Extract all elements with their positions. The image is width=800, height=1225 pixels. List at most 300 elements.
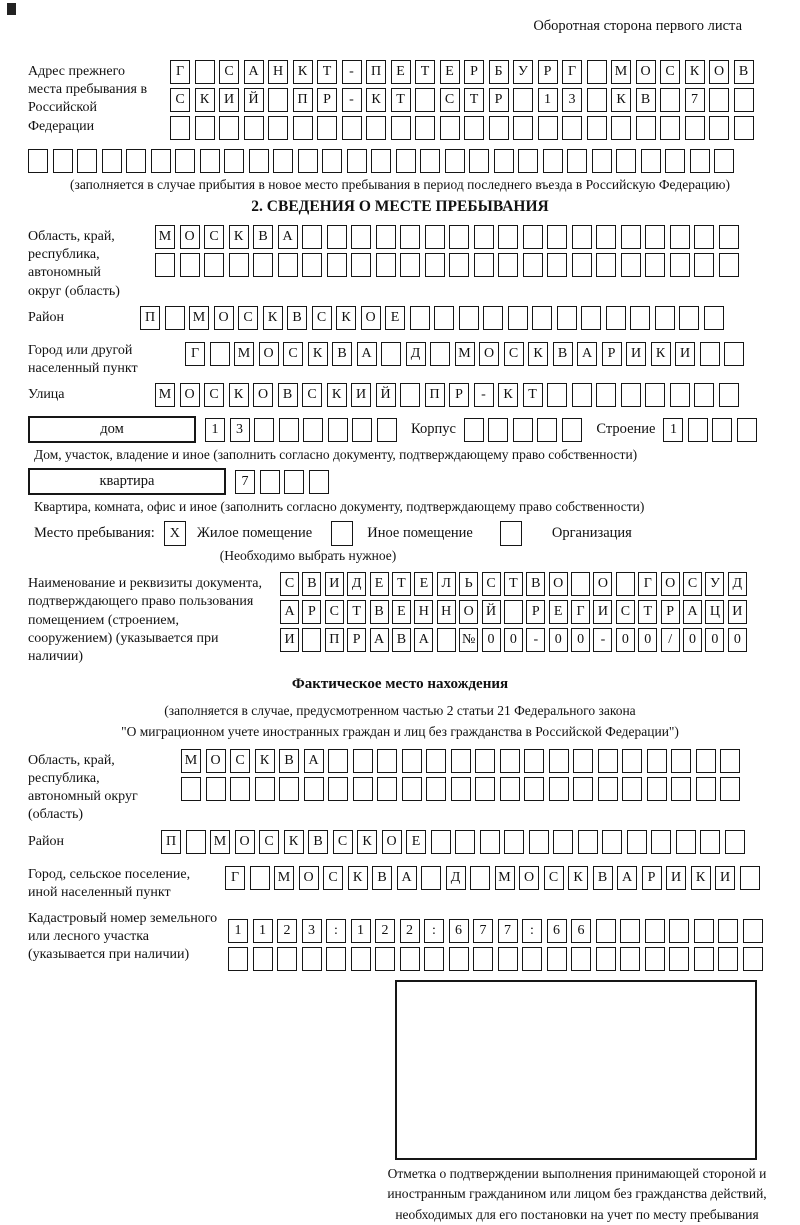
char-cell: В xyxy=(287,306,307,330)
district-label: Район xyxy=(28,309,64,325)
char-cell: С xyxy=(333,830,353,854)
char-cell: К xyxy=(336,306,356,330)
char-cell xyxy=(578,830,598,854)
char-cell: В xyxy=(308,830,328,854)
char-cell: Е xyxy=(406,830,426,854)
char-cell: К xyxy=(255,749,275,773)
char-cell xyxy=(155,253,175,277)
char-cell xyxy=(186,830,206,854)
char-cell: Г xyxy=(571,600,590,624)
char-cell xyxy=(537,418,557,442)
char-cell: Й xyxy=(482,600,501,624)
actual-location-caption xyxy=(28,701,772,743)
char-cell xyxy=(351,253,371,277)
char-cell xyxy=(498,253,518,277)
char-cell xyxy=(396,149,416,173)
char-cell xyxy=(151,149,171,173)
char-cell: Е xyxy=(392,600,411,624)
char-cell xyxy=(474,225,494,249)
char-cell-row xyxy=(170,116,758,140)
char-cell xyxy=(621,253,641,277)
char-cell xyxy=(734,116,754,140)
char-cell: / xyxy=(661,628,680,652)
char-cell: М xyxy=(234,342,254,366)
char-cell xyxy=(571,947,591,971)
char-cell: С xyxy=(683,572,702,596)
char-cell: С xyxy=(204,225,224,249)
char-cell xyxy=(587,60,607,84)
char-cell-row-full xyxy=(28,149,772,173)
char-cell xyxy=(206,777,226,801)
char-cell xyxy=(304,777,324,801)
char-cell xyxy=(538,116,558,140)
apartment-box-label: квартира xyxy=(28,468,226,495)
city-label: Город или другой населенный пункт xyxy=(28,342,138,376)
char-cell: Л xyxy=(437,572,456,596)
korpus-label: Корпус xyxy=(411,421,456,438)
char-cell xyxy=(611,116,631,140)
char-cell: Ц xyxy=(705,600,724,624)
char-cell: Г xyxy=(562,60,582,84)
char-cell: В xyxy=(302,572,321,596)
char-cell xyxy=(670,253,690,277)
char-cell-row xyxy=(170,88,758,112)
char-cell: К xyxy=(611,88,631,112)
char-cell xyxy=(391,116,411,140)
char-cell: С xyxy=(219,60,239,84)
char-cell xyxy=(660,116,680,140)
char-cell: М xyxy=(155,225,175,249)
char-cell xyxy=(513,418,533,442)
char-cell: О xyxy=(180,383,200,407)
char-cell: - xyxy=(593,628,612,652)
char-cell xyxy=(622,749,642,773)
char-cell xyxy=(704,306,724,330)
char-cell: Е xyxy=(414,572,433,596)
char-cell xyxy=(279,418,299,442)
char-cell: 0 xyxy=(728,628,747,652)
char-cell xyxy=(400,947,420,971)
apartment-caption: Квартира, комната, офис и иное (заполнить согласно документу, подтверждающему право собственности) xyxy=(34,499,645,515)
char-cell xyxy=(581,306,601,330)
char-cell: Ь xyxy=(459,572,478,596)
char-cell xyxy=(244,116,264,140)
char-cell xyxy=(596,253,616,277)
field-district xyxy=(28,306,772,334)
char-cell: 1 xyxy=(253,919,273,943)
field-city-actual xyxy=(28,863,772,902)
char-cell: О xyxy=(235,830,255,854)
char-cell: О xyxy=(180,225,200,249)
char-cell: Р xyxy=(302,600,321,624)
char-cell xyxy=(602,830,622,854)
char-cell: К xyxy=(308,342,328,366)
char-cell xyxy=(494,149,514,173)
char-cell: О xyxy=(479,342,499,366)
char-cell: К xyxy=(284,830,304,854)
char-cell xyxy=(377,777,397,801)
char-cell: Н xyxy=(437,600,456,624)
char-cell xyxy=(440,116,460,140)
char-cell xyxy=(596,383,616,407)
char-cell: И xyxy=(593,600,612,624)
char-cell: В xyxy=(279,749,299,773)
char-cell: 1 xyxy=(205,418,225,442)
char-cell: С xyxy=(482,572,501,596)
char-cell xyxy=(669,919,689,943)
char-cell: О xyxy=(636,60,656,84)
char-cell xyxy=(547,225,567,249)
char-cell xyxy=(302,947,322,971)
char-cell: 1 xyxy=(351,919,371,943)
char-cell: 6 xyxy=(571,919,591,943)
char-cell xyxy=(375,947,395,971)
char-cell xyxy=(647,749,667,773)
house-box-label: дом xyxy=(28,416,196,443)
char-cell xyxy=(513,88,533,112)
char-cell xyxy=(718,919,738,943)
char-cell xyxy=(475,777,495,801)
char-cell: Р xyxy=(526,600,545,624)
char-cell: А xyxy=(414,628,433,652)
char-cell: С xyxy=(616,600,635,624)
char-cell: Т xyxy=(415,60,435,84)
char-cell xyxy=(518,149,538,173)
char-cell xyxy=(474,253,494,277)
char-cell xyxy=(273,149,293,173)
char-cell xyxy=(690,149,710,173)
char-cell xyxy=(513,116,533,140)
field-document xyxy=(28,572,772,666)
char-cell xyxy=(326,947,346,971)
char-cell: Р xyxy=(317,88,337,112)
char-cell: Н xyxy=(414,600,433,624)
organization-option-label: Организация xyxy=(551,525,632,542)
char-cell: Г xyxy=(225,866,245,890)
char-cell: И xyxy=(351,383,371,407)
char-cell xyxy=(200,149,220,173)
char-cell: 7 xyxy=(685,88,705,112)
char-cell xyxy=(669,947,689,971)
char-cell: Е xyxy=(391,60,411,84)
char-cell xyxy=(587,116,607,140)
char-cell xyxy=(549,777,569,801)
field-city xyxy=(28,339,772,378)
char-cell xyxy=(434,306,454,330)
char-cell xyxy=(219,116,239,140)
char-cell xyxy=(606,306,626,330)
char-cell: Б xyxy=(489,60,509,84)
char-cell xyxy=(268,116,288,140)
char-cell-row xyxy=(181,749,745,773)
char-cell xyxy=(498,947,518,971)
char-cell: С xyxy=(230,749,250,773)
char-cell xyxy=(342,116,362,140)
char-cell: 0 xyxy=(549,628,568,652)
char-cell xyxy=(302,253,322,277)
char-cell xyxy=(470,866,490,890)
char-cell: К xyxy=(651,342,671,366)
actual-location-caption-line2: "О миграционном учете иностранных граждан и лиц без гражданства в Российской Федерации") xyxy=(121,723,679,739)
char-cell xyxy=(694,919,714,943)
char-cell xyxy=(596,919,616,943)
char-cell xyxy=(522,947,542,971)
char-cell xyxy=(621,225,641,249)
char-cell xyxy=(480,830,500,854)
char-cell: 0 xyxy=(638,628,657,652)
char-cell xyxy=(424,947,444,971)
char-cell: П xyxy=(140,306,160,330)
char-cell: П xyxy=(325,628,344,652)
char-cell: М xyxy=(455,342,475,366)
char-cell xyxy=(473,947,493,971)
char-cell xyxy=(165,306,185,330)
char-cell xyxy=(489,116,509,140)
char-cell: О xyxy=(382,830,402,854)
residential-option-label: Жилое помещение xyxy=(196,525,313,542)
char-cell xyxy=(459,306,479,330)
char-cell xyxy=(500,777,520,801)
char-cell: А xyxy=(683,600,702,624)
char-cell xyxy=(284,470,304,494)
char-cell xyxy=(645,253,665,277)
char-cell: К xyxy=(685,60,705,84)
char-cell xyxy=(371,149,391,173)
char-cell xyxy=(676,830,696,854)
char-cell xyxy=(524,777,544,801)
char-cell xyxy=(694,383,714,407)
char-cell xyxy=(592,149,612,173)
char-cell: А xyxy=(617,866,637,890)
char-cell: О xyxy=(593,572,612,596)
char-cell xyxy=(469,149,489,173)
char-cell xyxy=(696,777,716,801)
char-cell xyxy=(170,116,190,140)
char-cell xyxy=(376,225,396,249)
char-cell: С xyxy=(323,866,343,890)
char-cell xyxy=(250,866,270,890)
char-cell xyxy=(647,777,667,801)
char-cell-row xyxy=(225,866,764,890)
char-cell xyxy=(451,777,471,801)
char-cell xyxy=(181,777,201,801)
char-cell xyxy=(641,149,661,173)
field-region xyxy=(28,225,772,301)
char-cell: Т xyxy=(317,60,337,84)
char-cell: - xyxy=(474,383,494,407)
char-cell: В xyxy=(392,628,411,652)
char-cell: 2 xyxy=(375,919,395,943)
char-cell: В xyxy=(636,88,656,112)
confirmation-stamp-box xyxy=(395,980,757,1160)
char-cell-row xyxy=(155,383,743,407)
char-cell xyxy=(562,418,582,442)
char-cell xyxy=(498,225,518,249)
char-cell: О xyxy=(709,60,729,84)
char-cell xyxy=(740,866,760,890)
char-cell: С xyxy=(440,88,460,112)
char-cell xyxy=(351,947,371,971)
char-cell: К xyxy=(498,383,518,407)
char-cell: П xyxy=(425,383,445,407)
field-apartment xyxy=(28,468,772,495)
char-cell xyxy=(718,947,738,971)
char-cell xyxy=(377,749,397,773)
char-cell xyxy=(573,777,593,801)
char-cell: Д xyxy=(406,342,426,366)
char-cell xyxy=(430,342,450,366)
char-cell xyxy=(620,947,640,971)
char-cell: К xyxy=(327,383,347,407)
char-cell xyxy=(679,306,699,330)
char-cell xyxy=(195,60,215,84)
char-cell xyxy=(175,149,195,173)
char-cell: В xyxy=(372,866,392,890)
char-cell xyxy=(549,749,569,773)
char-cell xyxy=(694,947,714,971)
char-cell xyxy=(420,149,440,173)
char-cell xyxy=(224,149,244,173)
char-cell: С xyxy=(238,306,258,330)
char-cell: К xyxy=(691,866,711,890)
checkbox-other-premises xyxy=(331,521,353,546)
char-cell: О xyxy=(459,600,478,624)
char-cell: Т xyxy=(638,600,657,624)
char-cell: Т xyxy=(392,572,411,596)
char-cell xyxy=(660,88,680,112)
char-cell: 0 xyxy=(616,628,635,652)
char-cell: И xyxy=(675,342,695,366)
char-cell xyxy=(645,225,665,249)
char-cell xyxy=(694,225,714,249)
checkbox-organization xyxy=(500,521,522,546)
char-cell xyxy=(712,418,732,442)
char-cell: А xyxy=(278,225,298,249)
char-cell: М xyxy=(611,60,631,84)
char-cell xyxy=(228,947,248,971)
char-cell xyxy=(381,342,401,366)
char-cell: А xyxy=(397,866,417,890)
char-cell-row xyxy=(140,306,728,330)
char-cell: К xyxy=(263,306,283,330)
char-cell: 1 xyxy=(228,919,248,943)
char-cell: А xyxy=(244,60,264,84)
char-cell: В xyxy=(553,342,573,366)
char-cell xyxy=(671,777,691,801)
char-cell xyxy=(508,306,528,330)
char-cell xyxy=(720,777,740,801)
char-cell xyxy=(303,418,323,442)
char-cell: К xyxy=(229,225,249,249)
char-cell xyxy=(543,149,563,173)
char-cell: И xyxy=(626,342,646,366)
char-cell xyxy=(449,253,469,277)
char-cell xyxy=(572,383,592,407)
char-cell: : xyxy=(522,919,542,943)
char-cell: К xyxy=(195,88,215,112)
char-cell: Р xyxy=(538,60,558,84)
char-cell xyxy=(415,88,435,112)
char-cell xyxy=(694,253,714,277)
char-cell xyxy=(254,418,274,442)
char-cell: У xyxy=(513,60,533,84)
district-actual-label: Район xyxy=(28,833,64,849)
char-cell xyxy=(302,225,322,249)
page-side-note: Оборотная сторона первого листа xyxy=(533,18,742,34)
char-cell: Д xyxy=(446,866,466,890)
char-cell: В xyxy=(253,225,273,249)
char-cell xyxy=(651,830,671,854)
char-cell xyxy=(724,342,744,366)
char-cell: 7 xyxy=(498,919,518,943)
char-cell xyxy=(547,383,567,407)
char-cell xyxy=(567,149,587,173)
char-cell: С xyxy=(325,600,344,624)
char-cell xyxy=(557,306,577,330)
char-cell: Р xyxy=(642,866,662,890)
char-cell xyxy=(532,306,552,330)
char-cell xyxy=(353,749,373,773)
char-cell-row xyxy=(185,342,749,366)
char-cell: Р xyxy=(347,628,366,652)
char-cell xyxy=(366,116,386,140)
char-cell xyxy=(298,149,318,173)
house-caption: Дом, участок, владение и иное (заполнить согласно документу, подтверждающему право собственности) xyxy=(34,447,638,463)
char-cell xyxy=(547,947,567,971)
char-cell xyxy=(696,749,716,773)
char-cell xyxy=(376,253,396,277)
char-cell: С xyxy=(504,342,524,366)
char-cell: С xyxy=(312,306,332,330)
char-cell: 1 xyxy=(538,88,558,112)
char-cell: Т xyxy=(391,88,411,112)
char-cell: М xyxy=(155,383,175,407)
char-cell-row xyxy=(170,60,758,84)
char-cell: М xyxy=(181,749,201,773)
char-cell xyxy=(616,149,636,173)
char-cell: О xyxy=(206,749,226,773)
char-cell xyxy=(734,88,754,112)
char-cell: К xyxy=(528,342,548,366)
char-cell xyxy=(523,225,543,249)
char-cell: - xyxy=(342,60,362,84)
char-cell xyxy=(451,749,471,773)
char-cell xyxy=(596,225,616,249)
char-cell: 0 xyxy=(482,628,501,652)
char-cell xyxy=(504,830,524,854)
char-cell xyxy=(572,225,592,249)
char-cell xyxy=(431,830,451,854)
char-cell: 6 xyxy=(449,919,469,943)
char-cell: И xyxy=(219,88,239,112)
char-cell xyxy=(483,306,503,330)
char-cell: О xyxy=(214,306,234,330)
char-cell xyxy=(425,253,445,277)
char-cell: П xyxy=(293,88,313,112)
confirmation-block xyxy=(28,980,772,1225)
char-cell: С xyxy=(204,383,224,407)
char-cell xyxy=(636,116,656,140)
char-cell xyxy=(665,149,685,173)
char-cell: П xyxy=(366,60,386,84)
char-cell: Е xyxy=(549,600,568,624)
stroenie-label: Строение xyxy=(596,421,656,438)
char-cell xyxy=(670,225,690,249)
char-cell: С xyxy=(283,342,303,366)
char-cell: И xyxy=(666,866,686,890)
char-cell: Р xyxy=(489,88,509,112)
char-cell xyxy=(562,116,582,140)
